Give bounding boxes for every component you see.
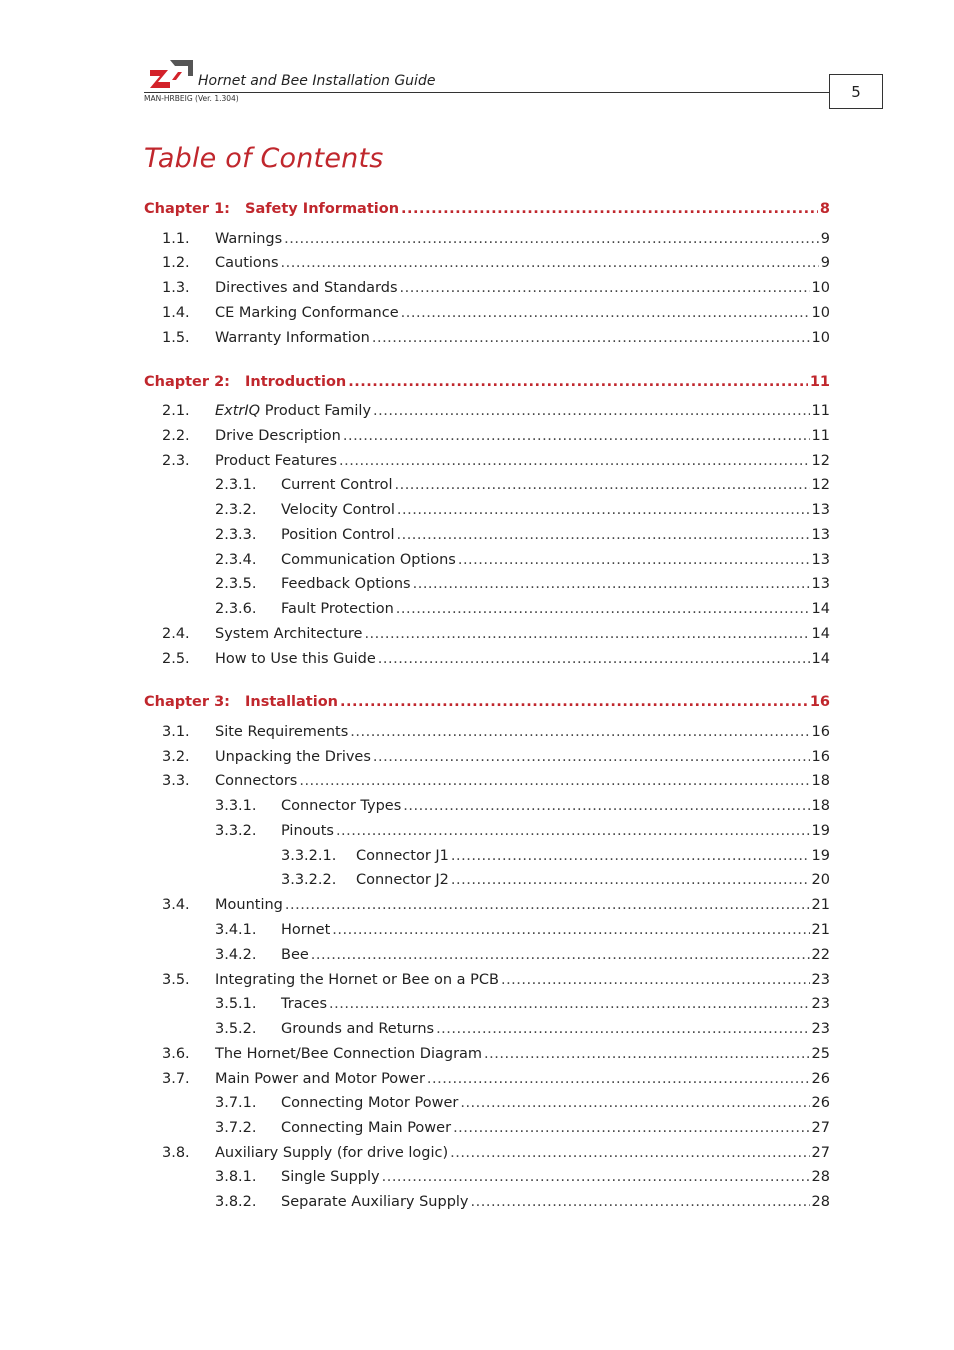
toc-entry-number: 3.8.2.: [215, 1194, 257, 1210]
toc-entry[interactable]: [0, 1068, 954, 1090]
toc-dot-leader: [401, 302, 810, 324]
toc-entry-label: How to Use this Guide: [215, 651, 376, 667]
toc-entry-number: 2.5.: [162, 651, 190, 667]
toc-entry-page: 11: [811, 428, 830, 444]
toc-entry-number: 3.7.: [162, 1071, 190, 1087]
toc-entry-page: 14: [811, 601, 830, 617]
toc-dot-leader: [400, 277, 810, 299]
toc-entry-number: 3.4.: [162, 897, 190, 913]
toc-dot-leader: [285, 894, 810, 916]
toc-dot-leader: [403, 795, 809, 817]
toc-entry-page: 14: [811, 626, 830, 642]
toc-dot-leader: [372, 327, 810, 349]
toc-entry-label: Product Features: [215, 453, 338, 469]
toc-entry[interactable]: [0, 721, 954, 743]
toc-entry-label: Grounds and Returns: [281, 1021, 435, 1037]
toc-entry-row: [281, 795, 830, 817]
toc-entry-label: Installation: [245, 694, 338, 710]
document-title: Hornet and Bee Installation Guide: [198, 73, 436, 89]
toc-entry-page: 10: [811, 330, 830, 346]
toc-dot-leader: [343, 425, 810, 447]
toc-entry[interactable]: [0, 228, 954, 250]
toc-dot-leader: [460, 1092, 809, 1114]
toc-entry-number: 3.2.: [162, 749, 190, 765]
toc-entry-label: Mounting: [215, 897, 283, 913]
toc-entry-page: 11: [809, 374, 830, 390]
toc-entry[interactable]: [0, 993, 954, 1015]
toc-dot-leader: [382, 1166, 810, 1188]
toc-entry-row: [281, 1018, 830, 1040]
toc-entry[interactable]: [0, 1018, 954, 1040]
toc-entry[interactable]: [0, 524, 954, 546]
toc-dot-leader: [329, 993, 810, 1015]
toc-entry[interactable]: [0, 969, 954, 991]
toc-dot-leader: [332, 919, 809, 941]
toc-entry-label: Integrating the Hornet or Bee on a PCB: [215, 972, 499, 988]
toc-dot-leader: [348, 371, 808, 393]
toc-entry-page: 10: [811, 305, 830, 321]
toc-entry-row: [281, 993, 830, 1015]
toc-entry-page: 18: [811, 798, 830, 814]
toc-entry-row: [281, 474, 830, 496]
toc-entry-label: Bee: [281, 947, 309, 963]
toc-entry-number: 3.3.: [162, 773, 190, 789]
toc-entry[interactable]: [0, 894, 954, 916]
toc-dot-leader: [413, 573, 810, 595]
toc-dot-leader: [451, 845, 810, 867]
toc-dot-leader: [350, 721, 809, 743]
toc-entry-label: Site Requirements: [215, 724, 349, 740]
toc-entry-row: [215, 425, 830, 447]
toc-entry[interactable]: [0, 944, 954, 966]
toc-entry-page: 23: [811, 1021, 830, 1037]
toc-entry-number: 3.5.2.: [215, 1021, 257, 1037]
toc-dot-leader: [373, 400, 810, 422]
toc-entry[interactable]: [0, 252, 954, 274]
toc-dot-leader: [436, 1018, 809, 1040]
toc-entry-row: [245, 371, 830, 393]
toc-entry-page: 14: [811, 651, 830, 667]
toc-entry-page: 13: [811, 576, 830, 592]
toc-entry-row: [215, 400, 830, 422]
toc-entry[interactable]: [0, 1117, 954, 1139]
toc-entry-label: Velocity Control: [281, 502, 395, 518]
toc-dot-leader: [281, 252, 819, 274]
toc-entry-label: Connector J1: [356, 848, 449, 864]
toc-entry-row: [215, 1142, 830, 1164]
toc-entry-row: [281, 499, 830, 521]
toc-dot-leader: [471, 1191, 810, 1213]
toc-entry-page: 21: [811, 922, 830, 938]
toc-entry-label: Directives and Standards: [215, 280, 398, 296]
toc-dot-leader: [299, 770, 809, 792]
toc-entry-page: 25: [811, 1046, 830, 1062]
toc-entry-number: 2.3.4.: [215, 552, 257, 568]
toc-entry-number: 2.3.1.: [215, 477, 257, 493]
toc-entry-number: 1.4.: [162, 305, 190, 321]
toc-entry-number: 3.6.: [162, 1046, 190, 1062]
toc-entry-number: 3.7.1.: [215, 1095, 257, 1111]
toc-entry-number: 3.5.: [162, 972, 190, 988]
toc-entry-page: 11: [811, 403, 830, 419]
toc-entry-label: [215, 400, 373, 422]
toc-entry-row: [215, 969, 830, 991]
toc-entry-row: [215, 770, 830, 792]
toc-entry[interactable]: [0, 1092, 954, 1114]
toc-dot-leader: [339, 450, 810, 472]
toc-entry-label: Fault Protection: [281, 601, 394, 617]
toc-entry-page: 13: [811, 502, 830, 518]
toc-dot-leader: [396, 598, 810, 620]
toc-entry-number: 1.1.: [162, 231, 190, 247]
toc-entry-label: CE Marking Conformance: [215, 305, 399, 321]
toc-entry-row: [281, 573, 830, 595]
toc-entry-label-text: Product Family: [260, 403, 372, 419]
toc-entry-row: [281, 549, 830, 571]
toc-dot-leader: [501, 969, 810, 991]
toc-entry-row: [281, 1191, 830, 1213]
toc-entry-page: 10: [811, 280, 830, 296]
toc-dot-leader: [364, 623, 809, 645]
toc-entry-row: [215, 1068, 830, 1090]
toc-entry-label: Connecting Motor Power: [281, 1095, 459, 1111]
toc-entry-row: [215, 302, 830, 324]
toc-entry-label: Connector Types: [281, 798, 402, 814]
toc-entry[interactable]: [0, 1191, 954, 1213]
toc-entry-row: [215, 228, 830, 250]
toc-entry-label: Hornet: [281, 922, 331, 938]
toc-entry-number: 3.3.1.: [215, 798, 257, 814]
toc-entry-row: [215, 450, 830, 472]
toc-entry-row: [281, 919, 830, 941]
toc-entry-row: [215, 721, 830, 743]
toc-entry-label: Connector J2: [356, 872, 449, 888]
toc-entry-number: Chapter 2:: [144, 374, 230, 390]
toc-dot-leader: [336, 820, 810, 842]
toc-heading: Table of Contents: [144, 143, 384, 174]
toc-entry-row: [215, 746, 830, 768]
toc-entry[interactable]: [0, 1043, 954, 1065]
toc-entry-number: 3.3.2.1.: [281, 848, 337, 864]
toc-entry[interactable]: [0, 450, 954, 472]
toc-entry-label: Introduction: [245, 374, 347, 390]
toc-entry-label: Pinouts: [281, 823, 334, 839]
toc-entry[interactable]: [0, 623, 954, 645]
toc-entry-label: Drive Description: [215, 428, 341, 444]
toc-entry[interactable]: [0, 302, 954, 324]
toc-entry-page: 28: [811, 1169, 830, 1185]
toc-dot-leader: [484, 1043, 810, 1065]
toc-entry[interactable]: [0, 770, 954, 792]
toc-entry-page: 9: [820, 231, 830, 247]
toc-entry-row: [281, 598, 830, 620]
toc-entry-row: [215, 894, 830, 916]
toc-entry[interactable]: [0, 598, 954, 620]
toc-entry-row: [356, 845, 830, 867]
toc-entry-number: 1.2.: [162, 255, 190, 271]
toc-entry-number: 2.3.2.: [215, 502, 257, 518]
toc-entry-row: [245, 198, 830, 220]
toc-entry-page: 23: [811, 996, 830, 1012]
toc-entry-number: 3.8.1.: [215, 1169, 257, 1185]
toc-entry-page: 16: [811, 749, 830, 765]
toc-entry-row: [245, 691, 830, 713]
toc-entry-number: 2.3.: [162, 453, 190, 469]
toc-chapter-entry[interactable]: [0, 691, 954, 713]
toc-chapter-entry[interactable]: [0, 198, 954, 220]
toc-entry[interactable]: [0, 573, 954, 595]
toc-dot-leader: [378, 648, 810, 670]
toc-entry[interactable]: [0, 1166, 954, 1188]
toc-entry-row: [356, 869, 830, 891]
toc-entry-page: 28: [811, 1194, 830, 1210]
toc-dot-leader: [458, 549, 810, 571]
toc-entry-row: [281, 820, 830, 842]
toc-entry-label: Traces: [281, 996, 328, 1012]
toc-dot-leader: [397, 499, 810, 521]
toc-entry[interactable]: [0, 549, 954, 571]
toc-entry-number: 3.7.2.: [215, 1120, 257, 1136]
toc-entry-page: 12: [811, 477, 830, 493]
toc-entry-label: Main Power and Motor Power: [215, 1071, 425, 1087]
toc-entry-page: 27: [811, 1120, 830, 1136]
toc-entry-row: [215, 277, 830, 299]
toc-entry-label: Cautions: [215, 255, 279, 271]
toc-entry-label: Connectors: [215, 773, 298, 789]
toc-entry-number: 2.3.6.: [215, 601, 257, 617]
toc-entry[interactable]: [0, 845, 954, 867]
toc-dot-leader: [340, 691, 808, 713]
toc-entry-row: [215, 623, 830, 645]
toc-entry-label: Communication Options: [281, 552, 456, 568]
toc-entry-number: 2.1.: [162, 403, 190, 419]
toc-entry-label: Feedback Options: [281, 576, 411, 592]
toc-entry[interactable]: [0, 499, 954, 521]
toc-entry-label: The Hornet/Bee Connection Diagram: [215, 1046, 483, 1062]
toc-entry[interactable]: [0, 400, 954, 422]
toc-entry-page: 8: [819, 201, 830, 217]
toc-entry[interactable]: [0, 277, 954, 299]
page-number: 5: [851, 82, 861, 101]
toc-entry[interactable]: [0, 919, 954, 941]
toc-entry-page: 20: [811, 872, 830, 888]
toc-entry-row: [281, 1166, 830, 1188]
toc-entry-page: 16: [809, 694, 830, 710]
toc-entry-number: 1.5.: [162, 330, 190, 346]
toc-entry-number: 2.3.5.: [215, 576, 257, 592]
toc-entry-page: 19: [811, 848, 830, 864]
toc-entry-number: 3.8.: [162, 1145, 190, 1161]
toc-entry-number: 3.4.1.: [215, 922, 257, 938]
toc-dot-leader: [450, 1142, 809, 1164]
toc-entry[interactable]: [0, 869, 954, 891]
toc-entry-number: 3.1.: [162, 724, 190, 740]
toc-entry-number: 3.5.1.: [215, 996, 257, 1012]
toc-entry-page: 23: [811, 972, 830, 988]
toc-entry-page: 26: [811, 1095, 830, 1111]
toc-entry-label: System Architecture: [215, 626, 363, 642]
toc-entry-row: [281, 524, 830, 546]
toc-chapter-entry[interactable]: [0, 371, 954, 393]
toc-entry-page: 9: [820, 255, 830, 271]
toc-entry-label: Separate Auxiliary Supply: [281, 1194, 469, 1210]
toc-entry-row: [215, 252, 830, 274]
toc-entry-row: [215, 648, 830, 670]
toc-entry-row: [215, 1043, 830, 1065]
toc-entry-label: Connecting Main Power: [281, 1120, 452, 1136]
toc-entry-number: 2.2.: [162, 428, 190, 444]
toc-entry-page: 22: [811, 947, 830, 963]
toc-entry-row: [215, 327, 830, 349]
document-code: MAN-HRBEIG (Ver. 1.304): [144, 94, 239, 103]
toc-entry-number: Chapter 1:: [144, 201, 230, 217]
toc-entry-row: [281, 1117, 830, 1139]
toc-entry-page: 18: [811, 773, 830, 789]
toc-entry-page: 13: [811, 527, 830, 543]
toc-dot-leader: [401, 198, 818, 220]
toc-entry-label: Unpacking the Drives: [215, 749, 371, 765]
toc-entry[interactable]: [0, 327, 954, 349]
toc-entry[interactable]: [0, 1142, 954, 1164]
toc-entry-label: Current Control: [281, 477, 393, 493]
toc-entry-label-italic: ExtrIQ: [215, 403, 261, 419]
toc-entry-label: Safety Information: [245, 201, 400, 217]
toc-entry[interactable]: [0, 746, 954, 768]
toc-dot-leader: [311, 944, 810, 966]
toc-entry-label: Position Control: [281, 527, 395, 543]
toc-entry-page: 19: [811, 823, 830, 839]
toc-entry-page: 13: [811, 552, 830, 568]
toc-dot-leader: [373, 746, 810, 768]
toc-entry-page: 26: [811, 1071, 830, 1087]
toc-entry-number: 3.3.2.2.: [281, 872, 337, 888]
toc-entry-number: 3.3.2.: [215, 823, 257, 839]
toc-entry[interactable]: [0, 425, 954, 447]
toc-dot-leader: [394, 474, 809, 496]
toc-entry-label: Warnings: [215, 231, 283, 247]
toc-entry[interactable]: [0, 648, 954, 670]
toc-entry-number: Chapter 3:: [144, 694, 230, 710]
toc-entry-row: [281, 1092, 830, 1114]
toc-entry-number: 2.3.3.: [215, 527, 257, 543]
toc-dot-leader: [453, 1117, 809, 1139]
toc-entry-page: 16: [811, 724, 830, 740]
toc-entry[interactable]: [0, 474, 954, 496]
toc-entry[interactable]: [0, 795, 954, 817]
toc-entry-label: Warranty Information: [215, 330, 370, 346]
toc-entry[interactable]: [0, 820, 954, 842]
toc-dot-leader: [284, 228, 819, 250]
toc-entry-number: 2.4.: [162, 626, 190, 642]
toc-entry-number: 1.3.: [162, 280, 190, 296]
toc-entry-row: [281, 944, 830, 966]
toc-entry-number: 3.4.2.: [215, 947, 257, 963]
toc-entry-label: Auxiliary Supply (for drive logic): [215, 1145, 449, 1161]
toc-entry-page: 21: [811, 897, 830, 913]
toc-dot-leader: [451, 869, 810, 891]
toc-entry-label: Single Supply: [281, 1169, 380, 1185]
toc-entry-page: 27: [811, 1145, 830, 1161]
toc-dot-leader: [427, 1068, 810, 1090]
toc-entry-page: 12: [811, 453, 830, 469]
toc-dot-leader: [396, 524, 809, 546]
